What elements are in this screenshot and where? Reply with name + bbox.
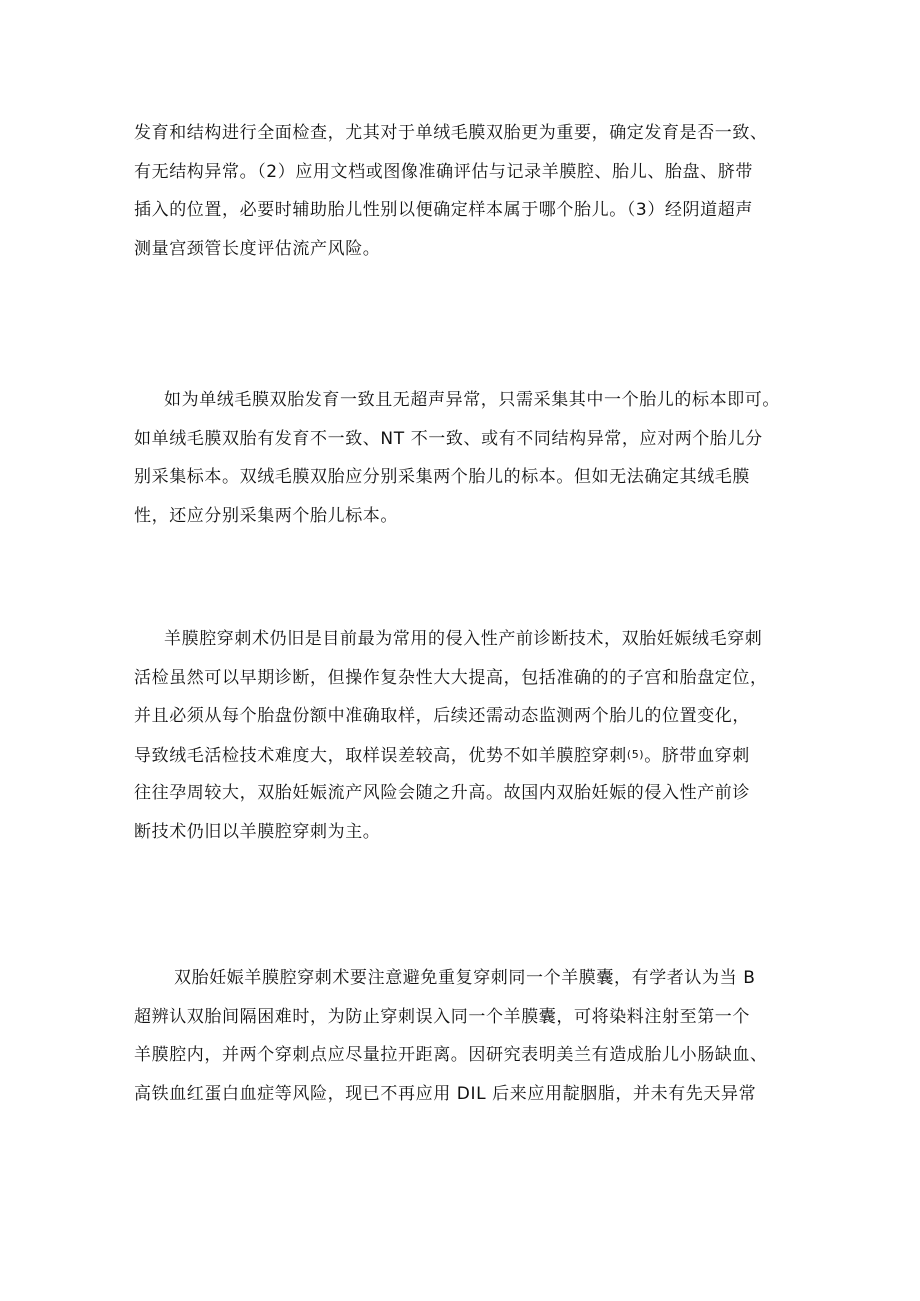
text-line: 性，还应分别采集两个胎儿标本。 [134, 505, 398, 526]
paragraph-4 [134, 959, 798, 1113]
text-line: 别采集标本。双绒毛膜双胎应分别采集两个胎儿的标本。但如无法确定其绒毛膜 [134, 467, 750, 487]
paragraph-1 [134, 114, 798, 268]
text-line-with-citation [134, 736, 798, 775]
text-line: 断技术仍旧以羊膜腔穿刺为主。 [134, 821, 381, 842]
citation-reference: (5) [626, 747, 645, 761]
text-segment: 。脐带血穿刺 [644, 745, 750, 766]
text-line: 有无结构异常。（2）应用文档或图像准确评估与记录羊膜腔、胎儿、胎盘、脐带 [134, 161, 753, 182]
text-segment: 导致绒毛活检技术难度大，取样误差较高，优势不如羊膜腔穿刺 [134, 745, 627, 766]
paragraph-2 [134, 381, 798, 535]
text-line: 高铁血红蛋白血症等风险，现已不再应用 DIL 后来应用靛胭脂，并未有先天异常 [134, 1083, 757, 1104]
text-line: 超辨认双胎间隔困难时，为防止穿刺误入同一个羊膜囊，可将染料注射至第一个 [134, 1006, 750, 1027]
text-line: 羊膜腔内，并两个穿刺点应尽量拉开距离。因研究表明美兰有造成胎儿小肠缺血、 [134, 1045, 768, 1065]
paragraph-3 [134, 620, 798, 851]
text-line: 插入的位置，必要时辅助胎儿性别以便确定样本属于哪个胎儿。（3）经阴道超声 [134, 200, 753, 220]
text-line: 如为单绒毛膜双胎发育一致且无超声异常，只需采集其中一个胎儿的标本即可。 [164, 390, 780, 410]
text-line: 发育和结构进行全面检查，尤其对于单绒毛膜双胎更为重要，确定发育是否一致、 [134, 123, 768, 143]
text-line: 如单绒毛膜双胎有发育不一致、NT 不一致、或有不同结构异常，应对两个胎儿分 [134, 428, 763, 449]
text-line: 并且必须从每个胎盘份额中准确取样，后续还需动态监测两个胎儿的位置变化， [134, 706, 750, 726]
text-line: 羊膜腔穿刺术仍旧是目前最为常用的侵入性产前诊断技术，双胎妊娠绒毛穿刺 [164, 629, 763, 649]
text-line: 活检虽然可以早期诊断，但操作复杂性大大提高，包括准确的的子宫和胎盘定位， [134, 667, 768, 688]
text-line: 双胎妊娠羊膜腔穿刺术要注意避免重复穿刺同一个羊膜囊，有学者认为当 B [174, 968, 756, 988]
text-line: 往往孕周较大，双胎妊娠流产风险会随之升高。故国内双胎妊娠的侵入性产前诊 [134, 783, 750, 803]
text-line: 测量宫颈管长度评估流产风险。 [134, 238, 381, 259]
